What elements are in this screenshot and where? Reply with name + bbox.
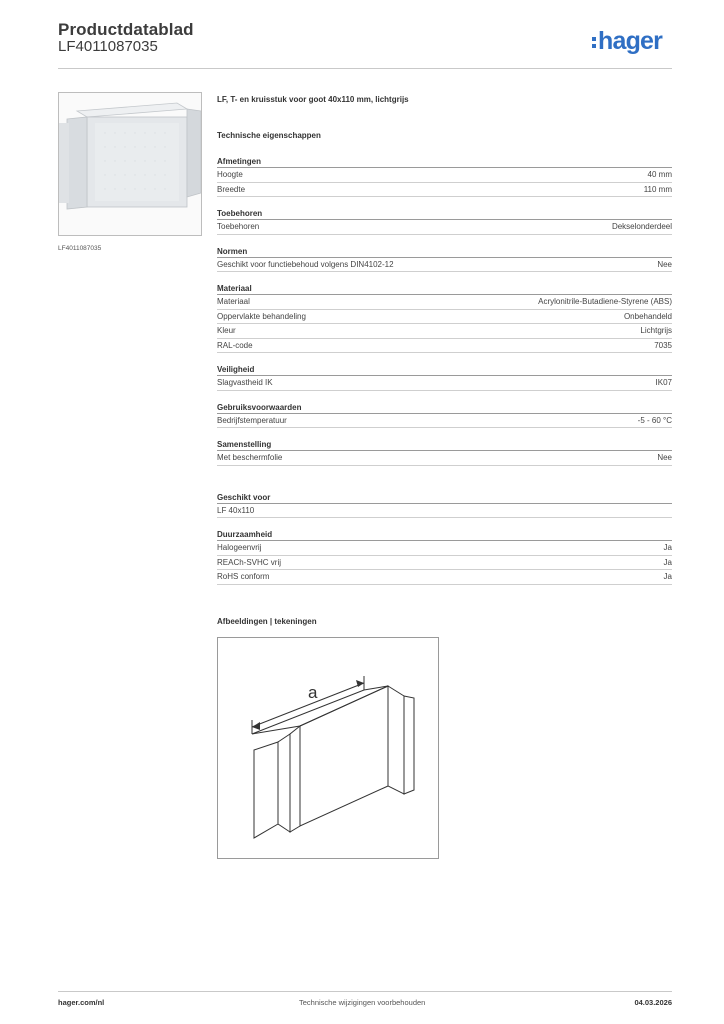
section-afmetingen: [217, 156, 672, 197]
dimension-label: a: [308, 683, 318, 702]
spec-label: Toebehoren: [217, 222, 260, 231]
section-duurzaamheid: [217, 529, 672, 585]
spec-value: -5 - 60 °C: [637, 415, 672, 425]
footer-disclaimer: Technische wijzigingen voorbehouden: [299, 998, 426, 1007]
spec-value: Nee: [657, 453, 672, 462]
logo-dots-icon: [592, 34, 596, 50]
spec-row: [217, 556, 672, 571]
section-veiligheid: [217, 364, 672, 391]
spec-value: Dekselonderdeel: [611, 222, 672, 231]
section-normen: [217, 246, 672, 273]
section-title: Duurzaamheid: [217, 529, 672, 541]
spec-value: 40 mm: [647, 170, 672, 179]
section-title: Normen: [217, 246, 672, 258]
section-title: Materiaal: [217, 283, 672, 295]
spec-row: [217, 183, 672, 198]
spec-value: IK07: [655, 378, 672, 387]
spec-label: Materiaal: [217, 297, 250, 306]
section-title: Gebruiksvoorwaarden: [217, 402, 672, 414]
header-divider: [58, 68, 672, 69]
spec-value: Acrylonitrile-Butadiene-Styrene (ABS): [538, 297, 672, 306]
section-title: Toebehoren: [217, 208, 672, 220]
product-photo-image: [59, 93, 202, 236]
spec-row: [217, 570, 672, 585]
spec-label: Bedrijfstemperatuur: [217, 415, 287, 425]
spec-value: Ja: [663, 572, 672, 581]
section-samenstelling: [217, 439, 672, 466]
dimension-drawing-image: [218, 638, 438, 858]
spec-row: [217, 339, 672, 354]
spec-row: [217, 324, 672, 339]
spec-label: RoHS conform: [217, 572, 270, 581]
page-title: Productdatablad: [58, 20, 194, 39]
footer-divider: [58, 991, 672, 992]
footer-date: 04.03.2026: [634, 998, 672, 1007]
spec-value: Ja: [663, 543, 672, 552]
spec-row: [217, 414, 672, 429]
hager-logo: hager: [592, 27, 662, 55]
spec-label: Geschikt voor functiebehoud volgens DIN4102-12: [217, 259, 394, 269]
footer-website: hager.com/nl: [58, 998, 105, 1007]
spec-row: [217, 504, 672, 519]
thumbnail-caption: LF4011087035: [58, 245, 102, 252]
spec-row: [217, 168, 672, 183]
product-description: LF, T- en kruisstuk voor goot 40x110 mm, lichtgrijs: [217, 95, 409, 104]
spec-row: [217, 295, 672, 310]
spec-label: REACh-SVHC vrij: [217, 557, 282, 567]
spec-label: Slagvastheid IK: [217, 378, 273, 387]
product-thumbnail: [58, 92, 202, 236]
technical-specs: [217, 94, 672, 585]
spec-value: Nee: [657, 259, 672, 269]
technical-drawing: [217, 637, 439, 859]
spec-label: Kleur: [217, 326, 236, 335]
spec-row: [217, 541, 672, 556]
section-materiaal: [217, 283, 672, 353]
section-title: Geschikt voor: [217, 492, 672, 504]
spec-label: Breedte: [217, 184, 246, 194]
spec-label: Oppervlakte behandeling: [217, 311, 306, 321]
spec-label: RAL-code: [217, 340, 253, 350]
spec-value: Lichtgrijs: [640, 326, 672, 335]
spec-value: 7035: [654, 340, 672, 350]
section-title: Afmetingen: [217, 156, 672, 168]
section-gebruiksvoorwaarden: [217, 402, 672, 429]
spec-value: Onbehandeld: [623, 311, 672, 321]
spec-row: [217, 220, 672, 235]
spec-label: Met beschermfolie: [217, 453, 283, 462]
section-title: Veiligheid: [217, 364, 672, 376]
spec-row: [217, 376, 672, 391]
drawings-heading: Afbeeldingen | tekeningen: [217, 617, 317, 626]
spec-row: [217, 258, 672, 273]
section-toebehoren: [217, 208, 672, 235]
tech-properties-heading: Technische eigenschappen: [217, 131, 321, 140]
spec-value: Ja: [663, 557, 672, 567]
spec-label: Halogeenvrij: [217, 543, 262, 552]
product-code-heading: LF4011087035: [58, 38, 158, 55]
section-title: Samenstelling: [217, 439, 672, 451]
section-geschikt-voor: [217, 492, 672, 519]
spec-label: LF 40x110: [217, 505, 255, 515]
spec-value: 110 mm: [643, 184, 672, 194]
spec-row: [217, 310, 672, 325]
spec-row: [217, 451, 672, 466]
spec-label: Hoogte: [217, 170, 243, 179]
